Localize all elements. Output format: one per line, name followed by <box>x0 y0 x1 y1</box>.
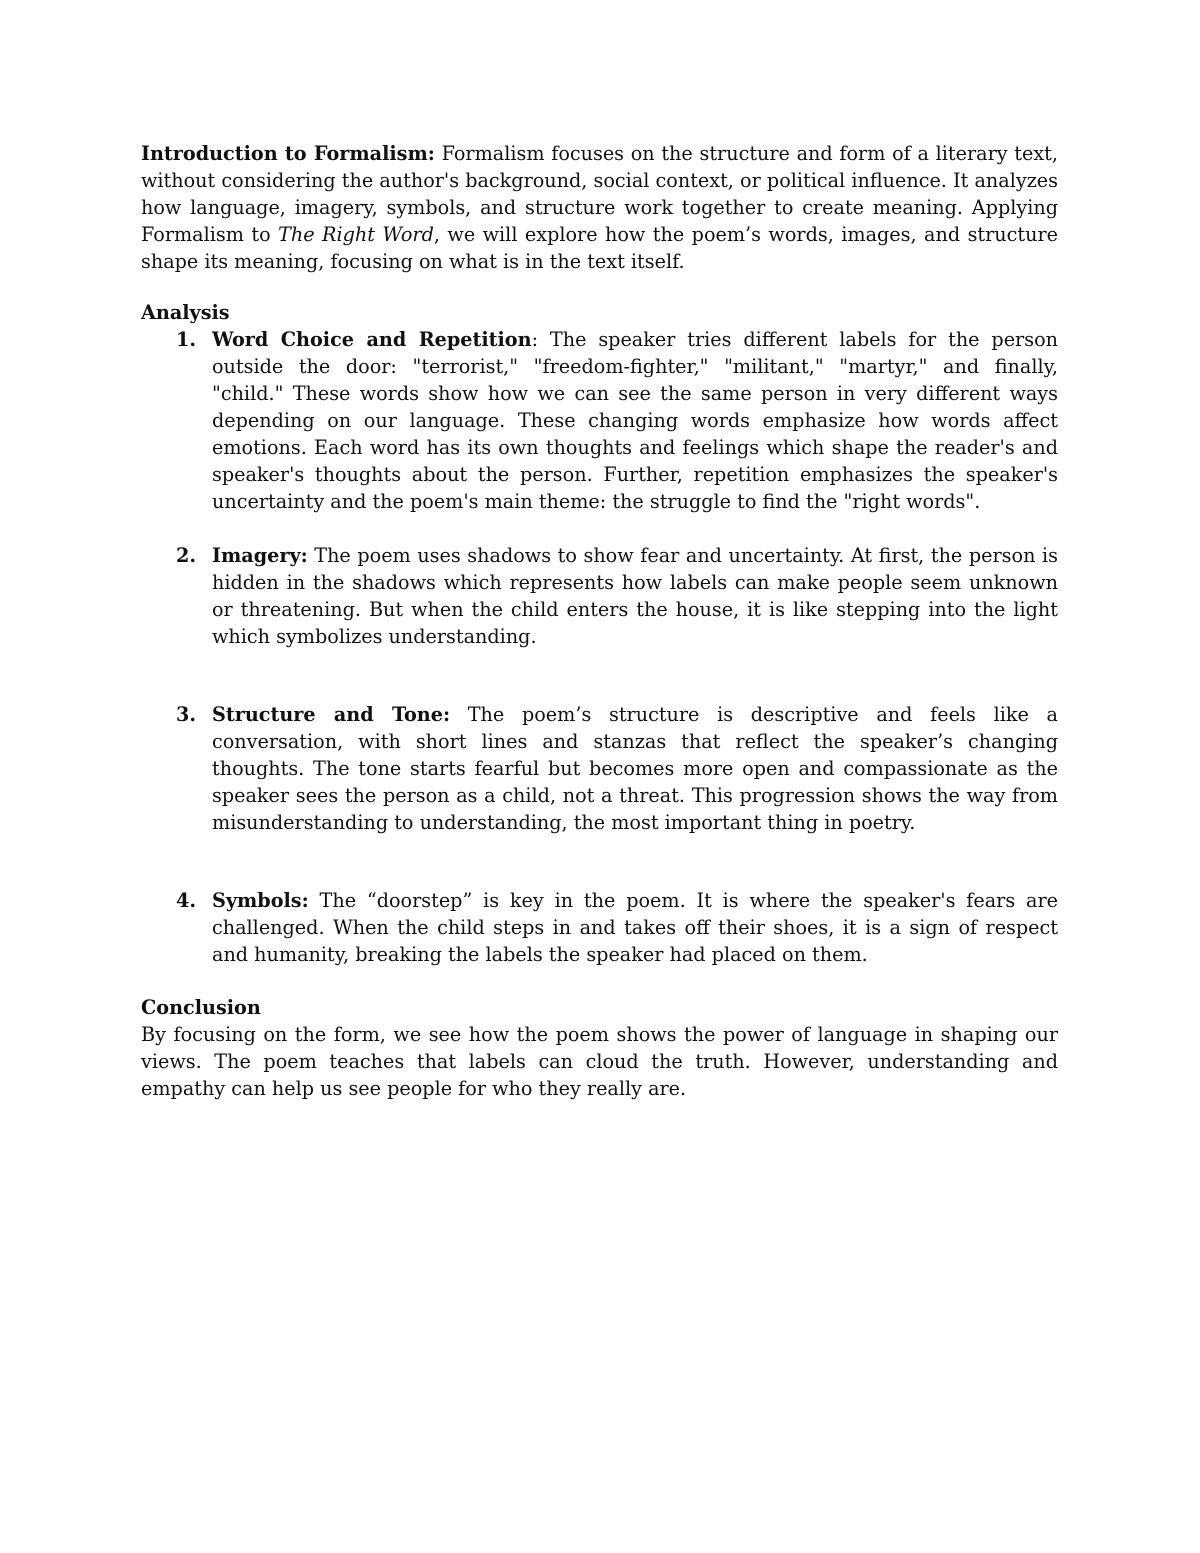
conclusion-heading: Conclusion <box>141 996 261 1019</box>
introduction-label: Introduction to Formalism: <box>141 142 435 165</box>
analysis-item-text: The poem uses shadows to show fear and uncertainty. At first, the person is hidden in the shadows which represents how labels can make people seem unknown or threatening. But when the child enters the house, it is like stepping into the light which symbolizes understanding. <box>212 544 1058 648</box>
introduction-text-part-2: , we will explore how the poem’s words, images, and structure shape its meaning, focusing on what is in the text itself. <box>141 223 1058 273</box>
analysis-item-number: 3. <box>176 703 197 726</box>
analysis-item-number: 4. <box>176 889 197 912</box>
analysis-item-label: Imagery: <box>212 544 308 567</box>
analysis-item-symbols <box>141 887 1058 968</box>
introduction-paragraph <box>141 140 1058 275</box>
analysis-item-text: The “doorstep” is key in the poem. It is where the speaker's fears are challenged. When the child steps in and takes off their shoes, it is a sign of respect and humanity, breaking the labels the speaker had placed on them. <box>212 889 1058 966</box>
analysis-item-label: Word Choice and Repetition <box>212 328 532 351</box>
analysis-item-number: 2. <box>176 544 197 567</box>
analysis-item-number: 1. <box>176 328 197 351</box>
conclusion-paragraph: By focusing on the form, we see how the poem shows the power of language in shaping our views. The poem teaches that labels can cloud the truth. However, understanding and empathy can help us see people for who they really are. <box>141 1023 1058 1100</box>
analysis-item-word-choice <box>141 326 1058 515</box>
analysis-item-imagery <box>141 542 1058 650</box>
analysis-item-text: : The speaker tries different labels for the person outside the door: "terrorist," "freedom-fighter," "militant," "martyr," and finally, "child." These words show how we can see the same person in very different ways depending on our language. These changing words emphasize how words affect emotions. Each word has its own thoughts and feelings which shape the reader's and speaker's thoughts about the person. Further, repetition emphasizes the speaker's uncertainty and the poem's main theme: the struggle to find the "right words". <box>212 328 1058 513</box>
analysis-item-label: Symbols: <box>212 889 309 912</box>
analysis-item-structure-tone <box>141 701 1058 836</box>
analysis-list <box>141 326 1058 968</box>
analysis-item-label: Structure and Tone: <box>212 703 451 726</box>
analysis-item-text: The poem’s structure is descriptive and feels like a conversation, with short lines and stanzas that reflect the speaker’s changing thoughts. The tone starts fearful but becomes more open and compassionate as the speaker sees the person as a child, not a threat. This progression shows the way from misunderstanding to understanding, the most important thing in poetry. <box>212 703 1058 834</box>
introduction-text-part-1: Formalism focuses on the structure and form of a literary text, without considering the author's background, social context, or political influence. It analyzes how language, imagery, symbols, and structure work together to create meaning. Applying Formalism to <box>141 142 1058 246</box>
poem-title: The Right Word <box>278 223 434 246</box>
analysis-heading: Analysis <box>141 301 230 324</box>
